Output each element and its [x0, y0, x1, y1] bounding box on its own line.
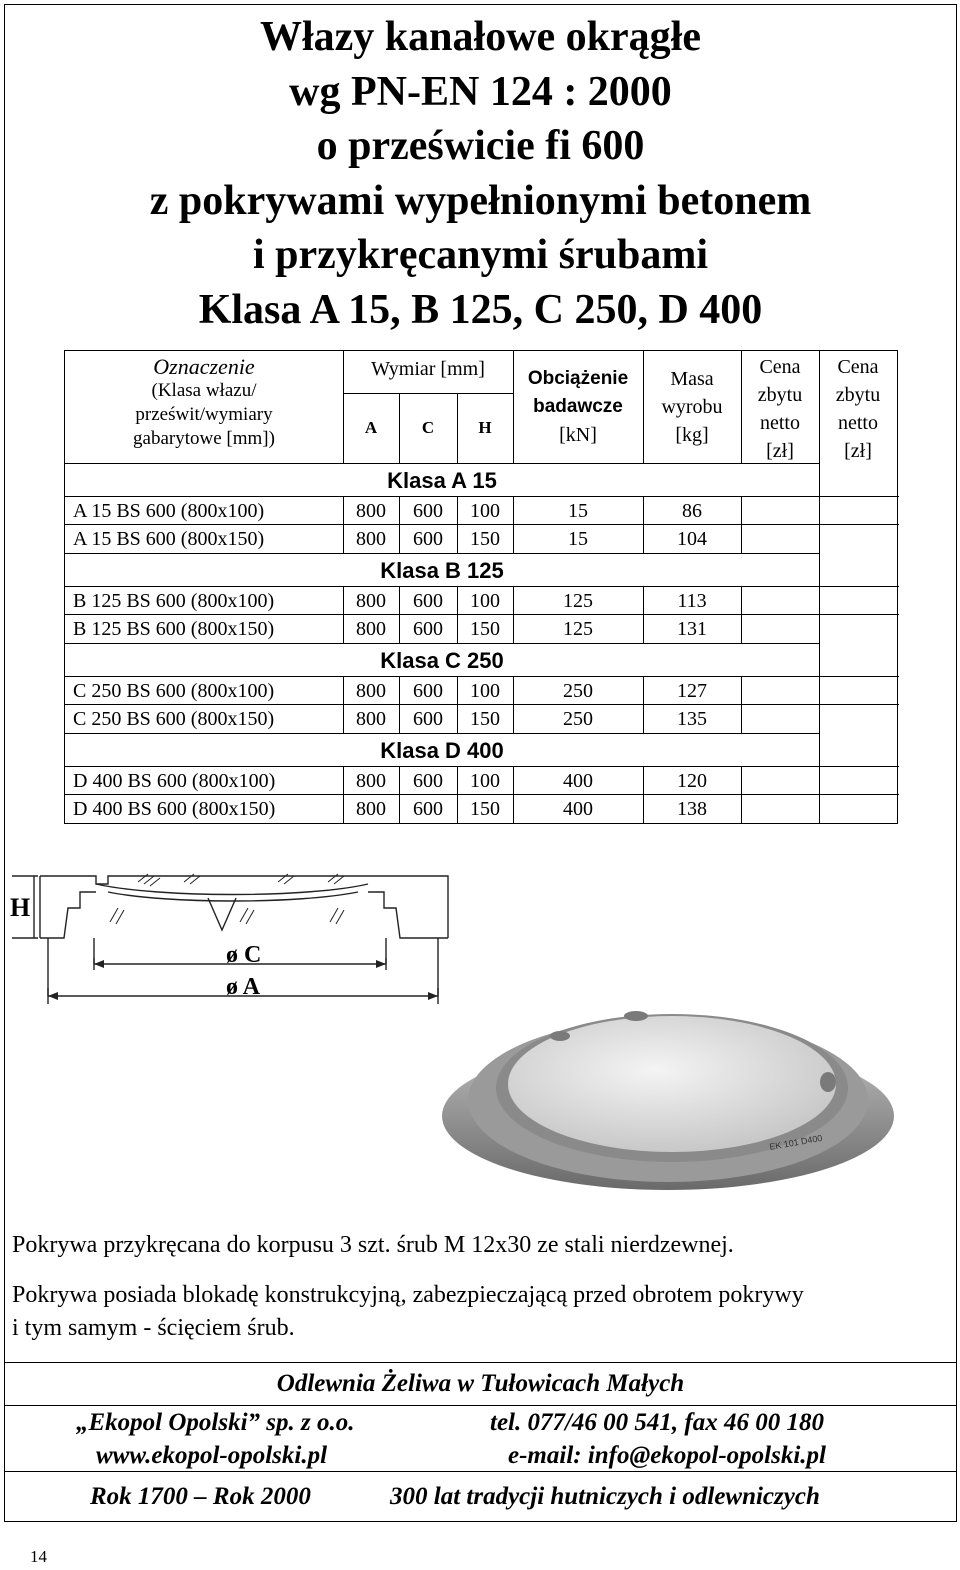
grid-line — [741, 351, 742, 463]
years-label: Rok 1700 – Rok 2000 — [90, 1483, 311, 1510]
grid-line — [399, 586, 400, 643]
grid-line — [399, 676, 400, 733]
title-line: Klasa A 15, B 125, C 250, D 400 — [198, 286, 763, 333]
header-price-2: Cena zbytu netto [zł] — [835, 356, 881, 462]
grid-line — [643, 496, 644, 553]
grid-line — [343, 586, 344, 643]
grid-line — [513, 496, 514, 553]
header-load: Obciążenie badawcze [kN] — [527, 368, 629, 446]
divider — [4, 1405, 957, 1406]
company-phone: tel. 077/46 00 541, fax 46 00 180 — [490, 1409, 825, 1436]
company-name: „Ekopol Opolski” sp. z o.o. — [76, 1409, 355, 1436]
grid-line — [643, 676, 644, 733]
grid-line — [343, 496, 344, 553]
title-line: i przykręcanymi śrubami — [253, 232, 708, 278]
grid-line — [457, 496, 458, 553]
price-cell — [819, 676, 897, 704]
header-col-a: A — [364, 418, 378, 437]
title-line: z pokrywami wypełnionymi betonem — [149, 177, 812, 224]
price-cell — [819, 524, 897, 552]
table-row: A 15 BS 600 (800x100) 800 600 100 15 86 — [65, 496, 899, 524]
title-line: o prześwicie fi 600 — [316, 123, 645, 169]
page-title — [4, 10, 957, 337]
table-row: D 400 BS 600 (800x100) 800 600 100 400 120 — [65, 766, 899, 794]
spec-table — [64, 350, 898, 824]
price-cell — [741, 794, 819, 822]
manhole-photo — [440, 996, 896, 1192]
note-lock-cont: i tym samym - ścięciem śrub. — [12, 1315, 295, 1341]
class-row: Klasa A 15 — [65, 463, 819, 496]
header-dimension: Wymiar [mm] — [371, 358, 485, 380]
label-h: H — [10, 893, 31, 922]
table-row: C 250 BS 600 (800x150) 800 600 150 250 135 — [65, 704, 899, 732]
table-row: A 15 BS 600 (800x150) 800 600 150 15 104 — [65, 524, 899, 552]
grid-line — [643, 766, 644, 823]
foundry-name: Odlewnia Żeliwa w Tułowicach Małych — [276, 1370, 685, 1397]
class-row: Klasa C 250 — [65, 643, 819, 676]
cross-section-drawing — [8, 868, 468, 1008]
grid-line — [399, 496, 400, 553]
price-cell — [741, 614, 819, 642]
label-a: ø A — [226, 974, 261, 1000]
grid-line — [643, 351, 644, 463]
grid-line — [513, 676, 514, 733]
grid-line — [343, 351, 344, 463]
grid-line — [343, 393, 513, 394]
grid-line — [399, 766, 400, 823]
grid-line — [343, 766, 344, 823]
price-cell — [741, 586, 819, 614]
header-col-c: C — [421, 418, 435, 437]
price-cell — [819, 496, 897, 524]
divider — [4, 1471, 957, 1472]
grid-line — [457, 676, 458, 733]
note-lock: Pokrywa posiada blokadę konstrukcyjną, zabezpieczającą przed obrotem pokrywy — [12, 1282, 804, 1308]
divider — [4, 1362, 957, 1363]
class-row: Klasa D 400 — [65, 733, 819, 766]
photo-marking: EK 101 D400 — [768, 1132, 824, 1152]
title-line: wg PN-EN 124 : 2000 — [289, 68, 672, 115]
class-row: Klasa B 125 — [65, 553, 819, 586]
label-c: ø C — [226, 942, 262, 968]
title-line: Włazy kanałowe okrągłe — [260, 14, 701, 60]
grid-line — [513, 766, 514, 823]
price-cell — [819, 794, 897, 822]
grid-line — [399, 393, 400, 463]
header-mass: Masa wyrobu [kg] — [661, 368, 723, 446]
price-cell — [741, 704, 819, 732]
price-cell — [819, 766, 897, 794]
company-website[interactable]: www.ekopol-opolski.pl — [96, 1442, 328, 1469]
price-cell — [741, 524, 819, 552]
company-email[interactable]: e-mail: info@ekopol-opolski.pl — [508, 1442, 826, 1469]
grid-line — [457, 766, 458, 823]
price-cell — [819, 704, 897, 732]
table-row: B 125 BS 600 (800x100) 800 600 100 125 113 — [65, 586, 899, 614]
price-cell — [741, 496, 819, 524]
grid-line — [513, 586, 514, 643]
tradition-label: 300 lat tradycji hutniczych i odlewniczych — [390, 1483, 820, 1510]
table-row: D 400 BS 600 (800x150) 800 600 150 400 138 — [65, 794, 899, 823]
header-col-h: H — [478, 418, 492, 437]
grid-line — [457, 586, 458, 643]
price-cell — [741, 766, 819, 794]
grid-line — [343, 676, 344, 733]
price-cell — [819, 614, 897, 642]
grid-line — [457, 393, 458, 463]
price-cell — [741, 676, 819, 704]
header-designation: Oznaczenie (Klasa włazu/ prześwit/wymiary gabarytowe [mm]) — [133, 354, 275, 449]
header-price-1: Cena zbytu netto [zł] — [757, 356, 803, 462]
table-row: C 250 BS 600 (800x100) 800 600 100 250 127 — [65, 676, 899, 704]
grid-line — [513, 351, 514, 463]
table-row: B 125 BS 600 (800x150) 800 600 150 125 131 — [65, 614, 899, 642]
note-bolts: Pokrywa przykręcana do korpusu 3 szt. śrub M 12x30 ze stali nierdzewnej. — [12, 1232, 734, 1258]
price-cell — [819, 586, 897, 614]
page-number: 14 — [30, 1547, 47, 1566]
grid-line — [643, 586, 644, 643]
